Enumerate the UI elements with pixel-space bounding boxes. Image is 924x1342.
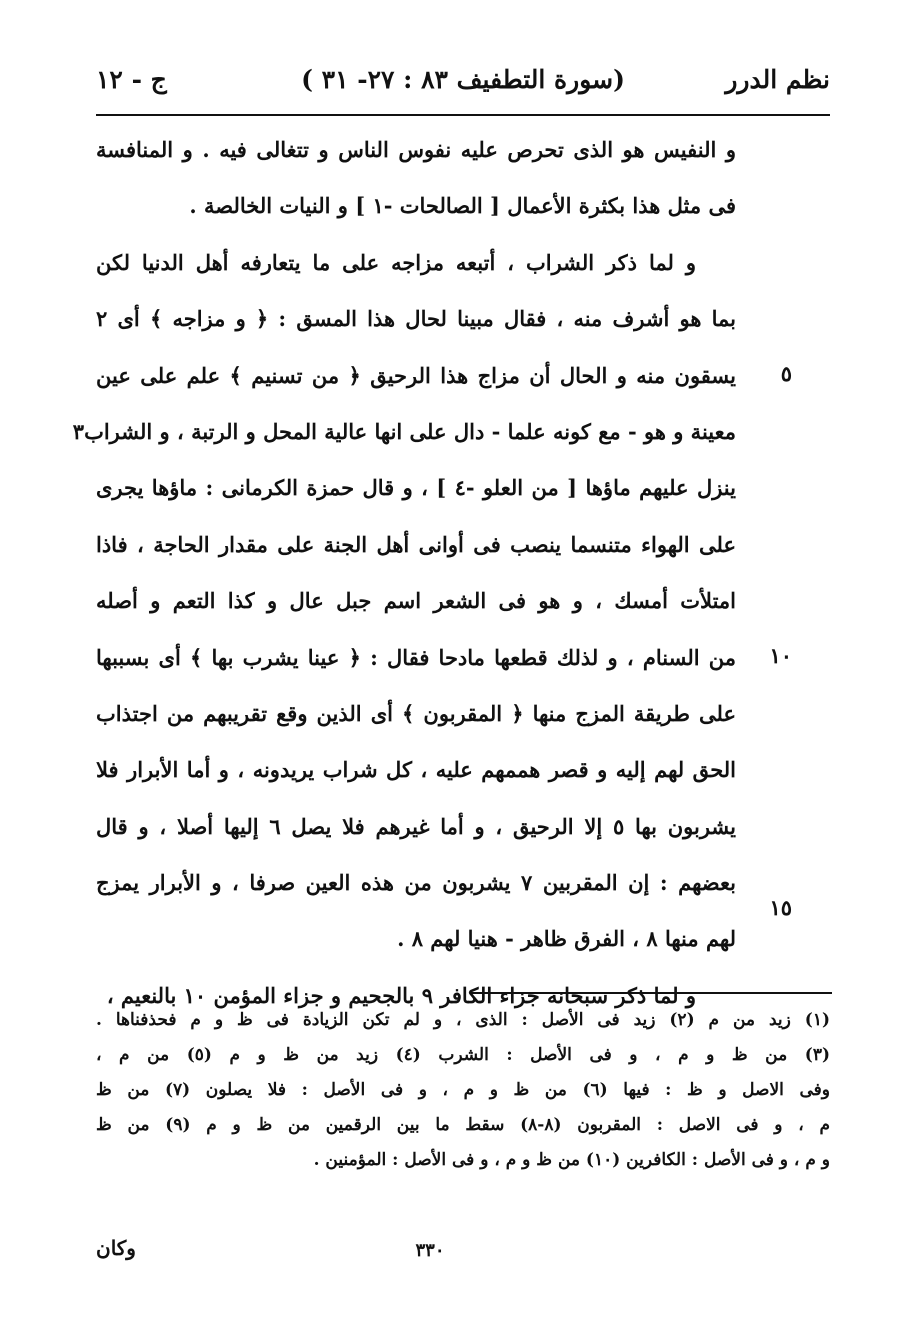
text-line: يشربون بها ٥ إلا الرحيق ، و أما غيرهم فلا يصل ٦ إليها أصلا ، و قال [96, 813, 737, 839]
page-number: ٣٣٠ [415, 1240, 445, 1261]
header-rule [96, 114, 830, 116]
running-header [96, 58, 830, 102]
surah-reference: (سورة التطفيف ٨٣ : ٢٧- ٣١ ) [301, 65, 625, 94]
text-line: و لما ذكر الشراب ، أتبعه مزاجه على ما يتعارفه أهل الدنيا لكن [96, 249, 696, 275]
text-line: يسقون منه و الحال أن مزاج هذا الرحيق ﴿ من تسنيم ﴾ علم على عين [96, 362, 736, 388]
text-line: و لما ذكر سبحانه جزاء الكافر ٩ بالجحيم و جزاء المؤمن ١٠ بالنعيم ، [106, 982, 696, 1008]
text-line: امتلأت أمسك ، و هو فى الشعر اسم جبل عال و كذا التعم و أصله [96, 588, 736, 614]
text-line: فى مثل هذا بكثرة الأعمال [ الصالحات -١ ] و النيات الخالصة . [189, 193, 736, 219]
line-number-10: ١٠ [769, 643, 792, 668]
volume-number: ج - ١٢ [96, 65, 167, 94]
main-text [72, 122, 737, 1024]
text-line: الحق لهم إليه و قصر هممهم عليه ، كل شراب يريدونه ، و أما الأبرار فلا [96, 757, 736, 783]
footnotes [96, 1003, 830, 1178]
book-title: نظم الدرر [725, 65, 830, 94]
footnote-line: وفى الاصل و ظ : فيها (٦) من ظ و م ، و فى الأصل : فلا يصلون (٧) من ظ [96, 1080, 830, 1100]
line-number-5: ٥ [780, 361, 792, 386]
footnote-line: و م ، و فى الأصل : الكافرين (١٠) من ظ و م ، و فى الأصل : المؤمنين . [313, 1150, 830, 1170]
text-line: على طريقة المزج منها ﴿ المقربون ﴾ أى الذين وقع تقريبهم من اجتذاب [96, 700, 736, 726]
footnote-line: (١) زيد من م (٢) زيد فى الأصل : الذى ، و لم تكن الزيادة فى ظ و م فحذفناها . [96, 1010, 830, 1030]
text-line: بما هو أشرف منه ، فقال مبينا لحال هذا المسق : ﴿ و مزاجه ﴾ أى ٢ [96, 306, 736, 332]
text-line: و النفيس هو الذى تحرص عليه نفوس الناس و تتغالى فيه . و المنافسة [96, 137, 736, 162]
text-line: لهم منها ٨ ، الفرق ظاهر - هنيا لهم ٨ . [397, 926, 736, 952]
text-line: معينة و هو - مع كونه علما - دال على انها عالية المحل و الرتبة ، و الشراب٣ [72, 418, 736, 444]
footnote-line: (٣) من ظ و م ، و فى الأصل : الشرب (٤) زيد من ظ و م (٥) من م ، [96, 1045, 830, 1065]
text-line: على الهواء متنسما ينصب فى أوانى أهل الجنة على مقدار الحاجة ، فاذا [96, 531, 736, 557]
footnote-rule [470, 992, 832, 994]
catchword: وكان [96, 1236, 136, 1260]
line-number-15: ١٥ [769, 895, 792, 920]
text-line: من السنام ، و لذلك قطعها مادحا فقال : ﴿ عينا يشرب بها ﴾ أى بسببها [96, 644, 736, 670]
text-line: بعضهم : إن المقربين ٧ يشربون من هذه العين صرفا ، و الأبرار يمزج [96, 870, 736, 896]
text-line: ينزل عليهم ماؤها [ من العلو -٤ ] ، و قال حمزة الكرمانى : ماؤها يجرى [96, 475, 736, 501]
footnote-line: م ، و فى الاصل : المقربون (٨-٨) سقط ما بين الرقمين من ظ و م (٩) من ظ [96, 1115, 831, 1135]
